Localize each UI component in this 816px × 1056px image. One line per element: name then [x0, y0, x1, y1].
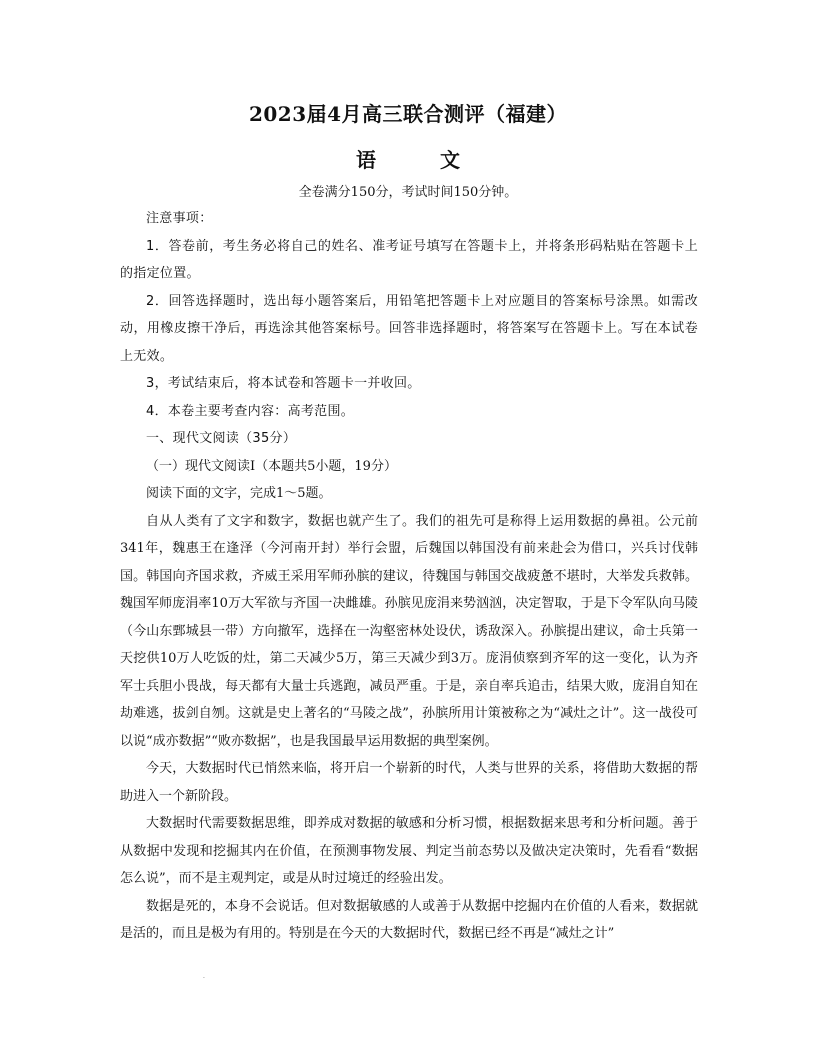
subject-heading [0, 144, 816, 173]
notice-item-2: 2．回答选择题时，选出每小题答案后，用铅笔把答题卡上对应题目的答案标号涂黑。如需改动，用橡皮擦干净后，再选涂其他答案标号。回答非选择题时，将答案写在答题卡上。写在本试卷上无效。 [120, 293, 698, 364]
subject-char-left: 语 [356, 148, 376, 172]
exam-title: 2023届4月高三联合测评（福建） [248, 102, 568, 126]
section-part1: 一、现代文阅读（35分） [146, 431, 297, 446]
exam-body [120, 205, 698, 948]
notice-item-1: 1．答卷前，考生务必将自己的姓名、准考证号填写在答题卡上，并将条形码粘贴在答题卡上的指定位置。 [120, 238, 698, 281]
passage-paragraph-4: 数据是死的，本身不会说话。但对数据敏感的人或善于从数据中挖掘内在价值的人看来，数据就是活的，而且是极为有用的。特别是在今天的大数据时代，数据已经不再是“减灶之计” [120, 898, 698, 941]
notice-heading: 注意事项： [146, 211, 213, 226]
section-part1-sub: （一）现代文阅读Ⅰ（本题共5小题，19分） [146, 458, 397, 474]
exam-meta: 全卷满分150分，考试时间150分钟。 [298, 185, 518, 200]
reading-instruction: 阅读下面的文字，完成1～5题。 [146, 486, 332, 501]
notice-item-3: 3，考试结束后，将本试卷和答题卡一并收回。 [146, 376, 421, 391]
passage-paragraph-2: 今天，大数据时代已悄然来临，将开启一个崭新的时代，人类与世界的关系，将借助大数据的帮助进入一个新阶段。 [120, 761, 698, 804]
notice-item-4: 4．本卷主要考查内容：高考范围。 [146, 403, 355, 419]
passage-paragraph-3: 大数据时代需要数据思维，即养成对数据的敏感和分析习惯，根据数据来思考和分析问题。善于从数据中发现和挖掘其内在价值，在预测事物发展、判定当前态势以及做决定决策时，先看看“数据怎么说”，而不是主观判定，或是从时过境迁的经验出发。 [120, 816, 698, 886]
passage-paragraph-1: 自从人类有了文字和数字，数据也就产生了。我们的祖先可是称得上运用数据的鼻祖。公元前341年，魏惠王在逢泽（今河南开封）举行会盟，后魏国以韩国没有前来赴会为借口，兴兵讨伐韩国。韩国向齐国求救，齐威王采用军师孙膑的建议，待魏国与韩国交战疲惫不堪时，大举发兵救韩。魏国军师庞涓率10万大军欲与齐国一决雌雄。孙膑见庞涓来势汹汹，决定智取，于是下令军队向马陵（今山东鄄城县一带）方向撤军，选择在一沟壑密林处设伏，诱敌深入。孙膑提出建议，命士兵第一天挖供10万人吃饭的灶，第二天减少5万，第三天减少到3万。庞涓侦察到齐军的这一变化，认为齐军士兵胆小畏战，每天都有大量士兵逃跑，减员严重。于是，亲自率兵追击，结果大败，庞涓自知在劫难逃，拔剑自刎。这就是史上著名的“马陵之战”，孙膑所用计策被称之为“减灶之计”。这一战役可以说“成亦数据”“败亦数据”，也是我国最早运用数据的典型案例。 [120, 513, 698, 749]
subject-char-right: 文 [440, 148, 460, 172]
footer-mark: · [203, 975, 205, 982]
